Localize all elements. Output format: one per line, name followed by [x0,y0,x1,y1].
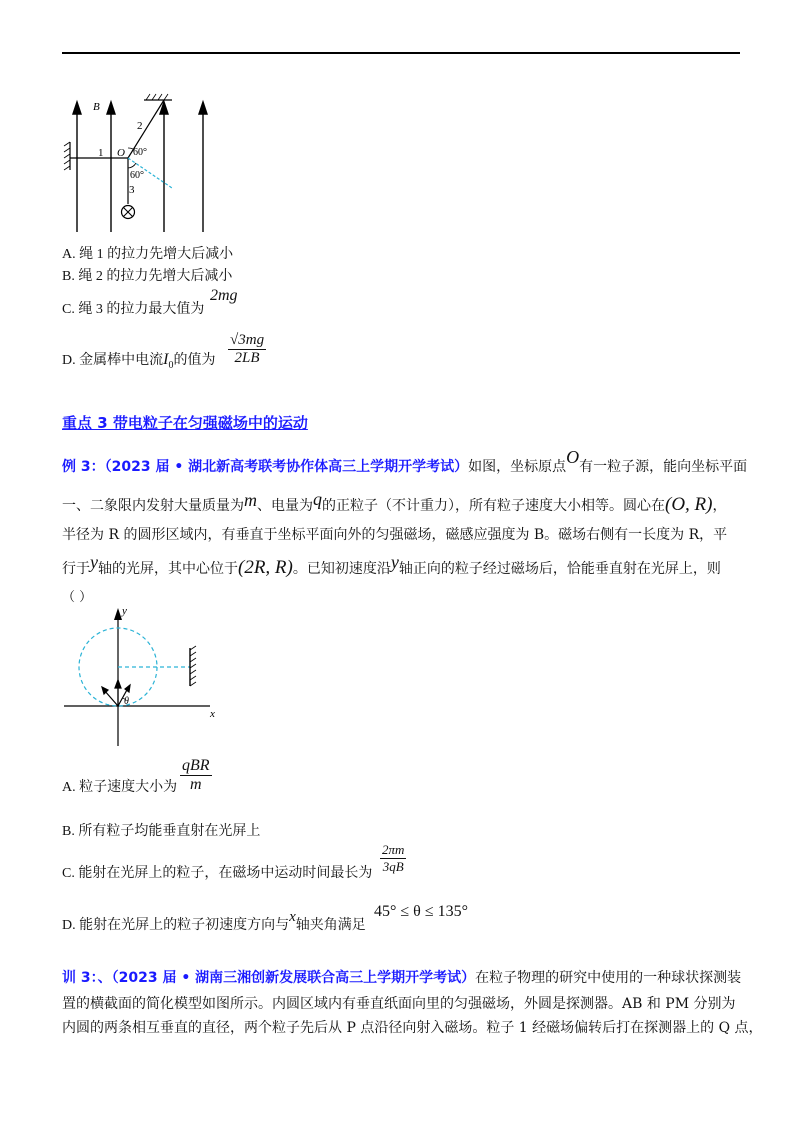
rope-label-3: 3 [129,184,135,196]
option-a-prev: A. 绳 1 的拉力先增大后减小 [62,247,234,262]
point-label-O: O [117,147,125,159]
option-d-prev-label: D. 金属棒中电流$I_0$的值为 [62,351,216,371]
example-line-3: 半径为 R 的圆形区域内，有垂直于坐标平面向外的匀强磁场，磁感应强度为 B。磁场右侧有一长度为 R，平 [62,527,728,543]
section-heading: 重点 3 带电粒子在匀强磁场中的运动 [62,414,308,432]
field-label-B: B [93,101,100,113]
angle-label-bottom: 60° [130,170,144,181]
option-b-prev: B. 绳 2 的拉力先增大后减小 [62,269,233,284]
axis-label-x: x [210,708,215,720]
magnetic-field-figure [60,600,230,750]
option-c-prev: C. 绳 3 的拉力最大值为 [62,302,205,317]
option-d: D. 能射在光屏上的粒子初速度方向与x轴夹角满足 [62,909,366,933]
angle-label-theta: θ [124,696,129,707]
rope-label-1: 1 [98,147,104,159]
answer-blank: （ ） [62,590,93,605]
option-c-value: 2mg [210,287,238,304]
example-line-2: 一、二象限内发射大量质量为m、电量为q的正粒子（不计重力），所有粒子速度大小相等。圆心在(O, R)， [62,489,727,515]
header-rule [62,52,740,54]
example-line-1: 例 3：（2023 届 • 湖北新高考联考协作体高三上学期开学考试）如图，坐标原点O有一粒子源，能向坐标平面 [62,447,748,475]
rope-label-2: 2 [137,120,143,132]
training-line-2: 置的横截面的简化模型如图所示。内圆区域内有垂直纸面向里的匀强磁场，外圆是探测器。AB 和 PM 分别为 [62,996,736,1012]
rope-rod-figure [60,92,220,242]
option-c: C. 能射在光屏上的粒子，在磁场中运动时间最长为 [62,866,373,881]
option-a: A. 粒子速度大小为 [62,780,178,795]
option-d-prev-fraction: $\frac{√3mg}{2LB}$ [230,332,265,366]
option-b: B. 所有粒子均能垂直射在光屏上 [62,824,261,839]
option-d-range: 45° ≤ θ ≤ 135° [374,903,469,920]
axis-label-y: y [122,605,127,617]
angle-label-top: 60° [133,147,147,158]
training-line-1: 训 3：、（2023 届 • 湖南三湘创新发展联合高三上学期开学考试）在粒子物理的研究中使用的一种球状探测装 [62,970,742,986]
training-line-3: 内圆的两条相互垂直的直径，两个粒子先后从 P 点沿径向射入磁场。粒子 1 经磁场偏转后打在探测器上的 Q 点， [62,1020,763,1036]
option-c-fraction: $\frac{2\pi m}{3qB}$ [382,842,405,874]
option-a-fraction: qBR m [182,757,210,793]
example-line-4: 行于y轴的光屏，其中心位于(2R, R)。已知初速度沿y轴正向的粒子经过磁场后，恰能垂直射在光屏上，则 [62,552,721,578]
